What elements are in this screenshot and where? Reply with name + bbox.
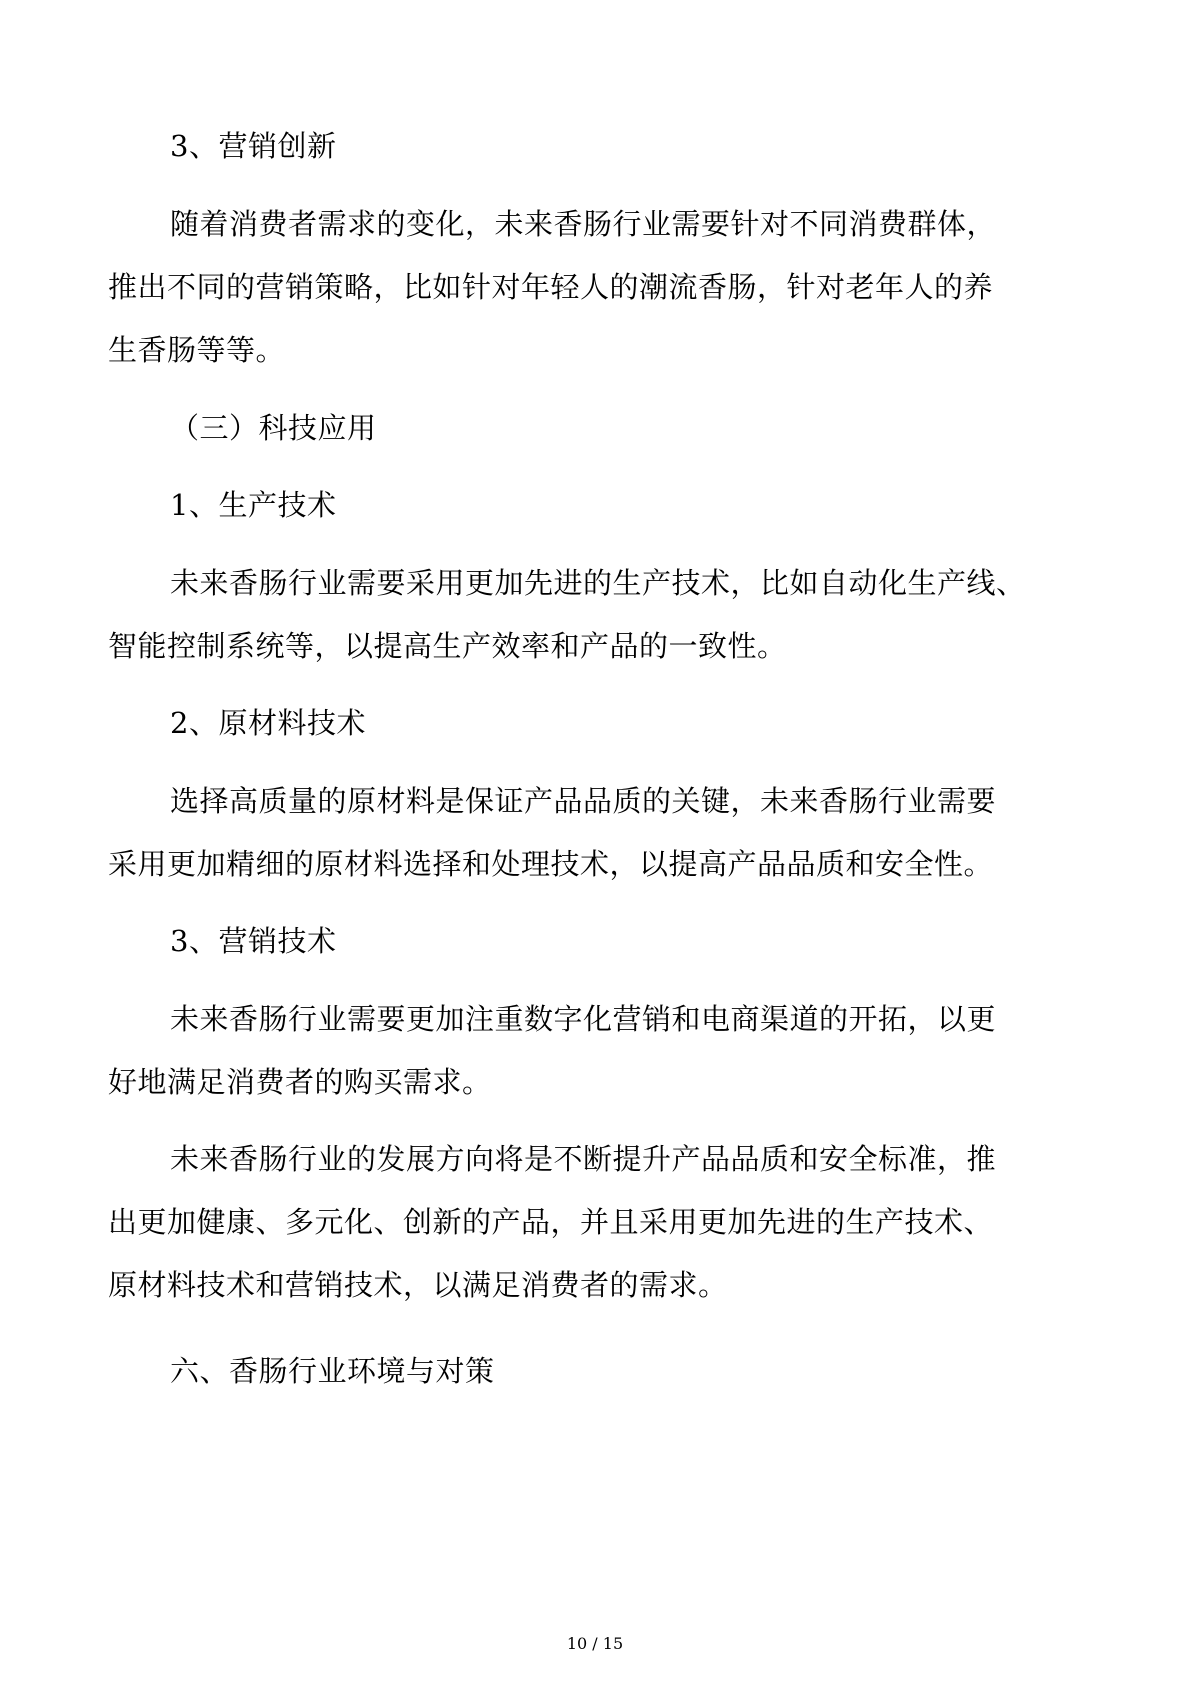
paragraph-line: 未来香肠行业需要更加注重数字化营销和电商渠道的开拓，以更 [170, 1002, 997, 1036]
chapter-heading-industry-environment: 六、香肠行业环境与对策 [170, 1354, 495, 1388]
paragraph-line: 选择高质量的原材料是保证产品品质的关键，未来香肠行业需要 [170, 784, 997, 818]
paragraph-line: 采用更加精细的原材料选择和处理技术，以提高产品品质和安全性。 [108, 847, 994, 881]
paragraph-line: 未来香肠行业需要采用更加先进的生产技术，比如自动化生产线、 [170, 566, 1026, 600]
page-number: 10 / 15 [566, 1634, 624, 1653]
paragraph-line: 出更加健康、多元化、创新的产品，并且采用更加先进的生产技术、 [108, 1205, 994, 1239]
paragraph-line: 智能控制系统等，以提高生产效率和产品的一致性。 [108, 629, 787, 663]
paragraph-line: 原材料技术和营销技术，以满足消费者的需求。 [108, 1268, 728, 1302]
paragraph-line: 生香肠等等。 [108, 333, 286, 367]
paragraph-line: 好地满足消费者的购买需求。 [108, 1065, 492, 1099]
paragraph-line: 未来香肠行业的发展方向将是不断提升产品品质和安全标准，推 [170, 1142, 997, 1176]
subheading-marketing-tech: 3、营销技术 [170, 924, 337, 958]
paragraph-line: 推出不同的营销策略，比如针对年轻人的潮流香肠，针对老年人的养 [108, 270, 994, 304]
subheading-raw-material-tech: 2、原材料技术 [170, 706, 366, 740]
subheading-marketing-innovation: 3、营销创新 [170, 129, 337, 163]
section-heading-tech-application: （三）科技应用 [170, 411, 377, 445]
paragraph-line: 随着消费者需求的变化，未来香肠行业需要针对不同消费群体， [170, 207, 997, 241]
subheading-production-tech: 1、生产技术 [170, 488, 337, 522]
